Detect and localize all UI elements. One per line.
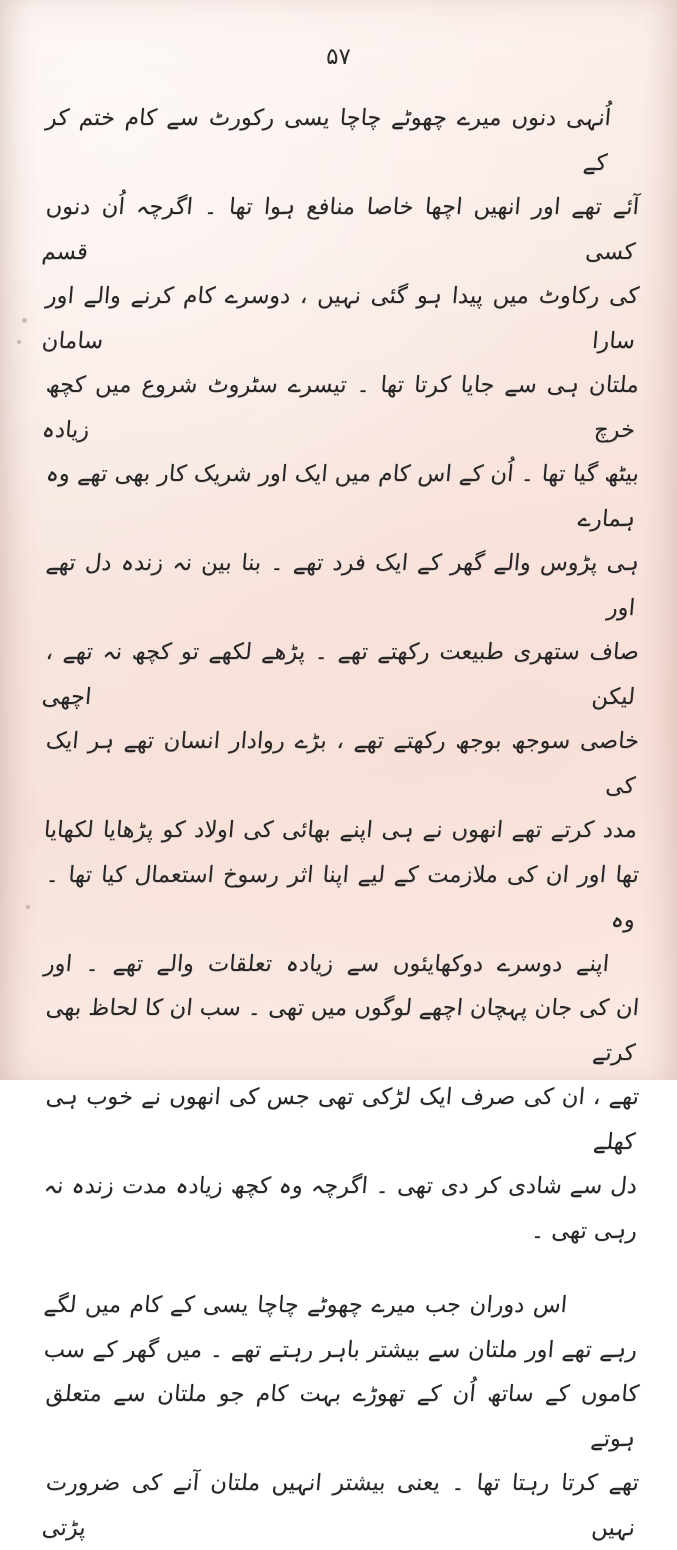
text-line: آئے تھے اور انھیں اچھا خاصا منافع ہوا تھا ۔ اگرچہ اُن دنوں کسی قسم — [40, 194, 641, 265]
text-line: کاموں کے ساتھ اُن کے تھوڑے بہت کام جو ملتان سے متعلق ہوتے — [44, 1381, 641, 1452]
text-line: ہی پڑوس والے گھر کے ایک فرد تھے ۔ بنا بین نہ زندہ دل تھے اور — [44, 550, 641, 621]
paragraph-2 — [40, 1283, 641, 1550]
text-line: اس دوران جب میرے چھوٹے چاچا یسی کے کام میں لگے — [42, 1292, 569, 1318]
text-line: مدد کرتے تھے انھوں نے ہی اپنے بھائی کی اولاد کو پڑھایا لکھایا — [42, 817, 639, 843]
text-line: رہی تھی ۔ — [530, 1217, 639, 1244]
text-line: اپنے دوسرے دوکھایئوں سے زیادہ تعلقات والے تھے ۔ اور — [42, 950, 611, 977]
text-line: کی رکاوٹ میں پیدا ہو گئی نہیں ، دوسرے کام کرنے والے اور سارا سامان — [40, 283, 641, 354]
ink-bleed-mark — [17, 340, 21, 344]
ink-bleed-mark — [26, 905, 30, 909]
page-text-body — [40, 96, 641, 1541]
text-line: اُنہی دنوں میرے چھوٹے چاچا یسی رکورٹ سے کام ختم کر کے — [44, 105, 613, 176]
text-line: ملتان ہی سے جایا کرتا تھا ۔ تیسرے سٹروٹ شروع میں کچھ خرچ زیادہ — [40, 372, 641, 443]
text-line: رہے تھے اور ملتان سے بیشتر باہر رہتے تھے ۔ میں گھر کے سب — [42, 1336, 639, 1363]
text-line: بیٹھ گیا تھا ۔ اُن کے اس کام میں ایک اور شریک کار بھی تھے وہ ہمارے — [44, 461, 641, 532]
text-line: صاف ستھری طبیعت رکھتے تھے ۔ پڑھے لکھے تو کچھ نہ تھے ، لیکن اچھی — [40, 639, 641, 710]
text-line: تھا اور ان کی ملازمت کے لیے اپنا اثر رسوخ استعمال کیا تھا ۔ وہ — [44, 861, 641, 932]
ink-bleed-mark — [22, 318, 27, 323]
page-number: ۵۷ — [326, 44, 351, 70]
text-line: تھے ، ان کی صرف ایک لڑکی تھی جس کی انھوں نے خوب ہی کھلے — [44, 1084, 641, 1155]
paragraph-1 — [40, 96, 641, 1253]
text-line: ان کی جان پہچان اچھے لوگوں میں تھی ۔ سب ان کا لحاظ بھی کرتے — [44, 995, 641, 1066]
text-line: دل سے شادی کر دی تھی ۔ اگرچہ وہ کچھ زیادہ مدت زندہ نہ — [42, 1173, 639, 1199]
text-line: تھے کرتا رہتا تھا ۔ یعنی بیشتر انہیں ملتان آنے کی ضرورت نہیں پڑتی — [40, 1470, 641, 1541]
text-line: خاصی سوجھ بوجھ رکھتے تھے ، بڑے روادار انسان تھے ہر ایک کی — [44, 728, 641, 799]
